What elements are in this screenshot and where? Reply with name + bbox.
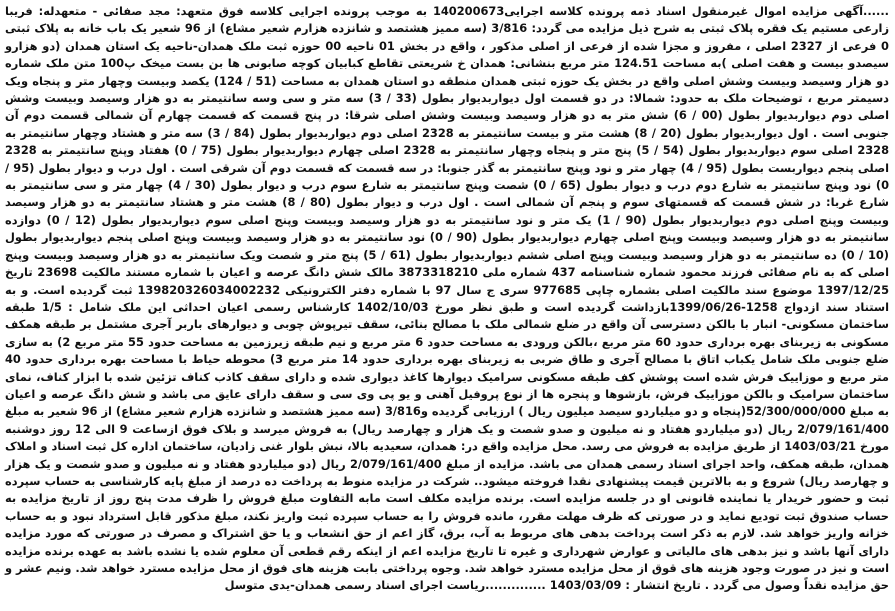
auction-notice-text: ......آگهی مزایده اموال غیرمنقول اسناد ذمه پرونده کلاسه اجرایی140200673 به موجب پرونده اجرایی کلاسه فوق متعهد: مجد صفائی - متعهدله: فریبا زارعی مستیم یک فقره پلاک ثبتی به شرح ذیل مزایده می گردد: 3/816 (سه ممیز هشتصد و شانزده هزارم شعیر مشاع) از 96 شعیر یک باب خانه به پلاک ثبتی 0 فرعی از 2327 اصلی ، مفروز و مجزا شده از فرعی از اصلی مذکور ، واقع در بخش 01 ناحیه 00 حوزه ثبت ملک همدان-ناحیه یک استان همدان (دو هزارو سیصدو بیست و هفت اصلی )به مساحت 124.51 متر مربع بنشانی: همدان خ شریعتی تقاطع کبابیان کوچه صابونی ها بن بست میخک پ100 متن ملک شماره دو هزار وسیصد وبیست وشش اصلی واقع در بخش یک حوزه ثبتی همدان منطقه دو استان همدان به مساحت (51 / 124) یکصد وبیست وچهار متر و پنجاه ویک دسیمتر مربع ، توضیحات ملک به حدود: شمالا: در دو قسمت اول دیواربدیوار بطول (33 / 3) سه متر و سی وسه سانتیمتر به دو هزار وسیصد وبیست وشش اصلی دوم دیواربدیوار بطول (00 / 6) شش متر به دو هزار وسیصد وبیست وشش اصلی شرقا: در پنج قسمت که قسمت چهارم آن شمالی قسمت دوم آن جنوبی است . اول دیواربدیوار بطول (20 / 8) هشت متر و بیست سانتیمتر به 2328 اصلی دوم دیواربدیوار بطول (84 / 3) سه متر و هشتاد وچهار سانتیمتر به 2328 اصلی سوم دیواربدیوار بطول (54 / 5) پنج متر و پنجاه وچهار سانتیمتر به 2328 اصلی چهارم دیواربدیوار بطول (75 / 0) هفتاد وپنج سانتیمتر به 2328 اصلی پنجم دیواربست بطول (95 / 4) چهار متر و نود وپنج سانتیمتر به گذر جنوبا: در سه قسمت که قسمت دوم آن شرقی است . اول درب و دیوار بطول (95 / 0) نود وپنج سانتیمتر به شارع دوم درب و دیوار بطول (65 / 0) شصت وپنج سانتیمتر به شارع سوم درب و دیوار بطول (30 / 4) چهار متر و سی سانتیمتر به شارع غربا: در شش قسمت که قسمتهای سوم و پنجم آن شمالی است . اول درب و دیوار بطول (80 / 8) هشت متر و هشتاد سانتیمتر به دو هزار وسیصد وبیست وپنج اصلی دوم دیواربدیوار بطول (90 / 1) یک متر و نود سانتیمتر به دو هزار وسیصد وبیست وپنج اصلی سوم دیواربدیوار بطول (12 / 0) دوازده سانتیمتر به دو هزار وسیصد وبیست وپنج اصلی چهارم دیواربدیوار بطول (90 / 0) نود سانتیمتر به دو هزار وسیصد وبیست وپنج اصلی پنجم دیواربدیوار بطول (10 / 0) ده سانتیمتر به دو هزار وسیصد وبیست وپنج اصلی ششم دیواربدیوار بطول (61 / 5) پنج متر و شصت ویک سانتیمتر به دو هزار وسیصد وبیست وپنج اصلی که به نام صفائی فرزند محمود شماره شناسنامه 437 شماره ملی 3873318210 مالک شش دانگ عرصه و اعیان با شماره مستند مالکیت 23698 تاریخ 1397/12/25 موضوع سند مالکیت اصلی بشماره چاپی 977685 سری ج سال 97 با شماره دفتر الکترونیکی 139820326034002232 ثبت گردیده است. و به استناد سند ازدواج 1258-1399/06/26بازداشت گردیده است و طبق نظر مورخ 1402/10/03 کارشناس رسمی اعیان احداثی این ملک شامل : 1/5 طبقه ساختمان مسکونی- انبار با بالکن دسترسی آن واقع در ضلع شمالی ملک با مصالح بنائی، سقف تیرپوش چوبی و دیوارهای باربر آجری مشتمل بر طبقه همکف مسکونی به زیربنای بهره برداری حدود 60 متر مربع ،بالکن ورودی به مساحت حدود 6 متر مربع و نیم طبقه زیرزمین به مساحت حدود 55 متر مربع 2) به سازی ضلع جنوبی ملک شامل یکباب اتاق با مصالح آجری و طاق ضربی به زیربنای بهره برداری حدود 14 متر مربع 3) محوطه حیاط با مساحت بهره برداری حدود 40 متر مربع و موزاییک فرش شده است پوشش کف طبقه مسکونی سرامیک دیوارها کاغذ دیواری شده و دارای سقف کاذب کناف تزئین شده با ابزار کناف، نمای ساختمان سرامیک و بالکن موزاییک فرش، بازشوها و پنجره ها از نوع پروفیل آهنی و یو پی وی سی و سقف دارای عایق می باشد و شش دانگ عرصه و اعیان به مبلغ 52/300/000/000(پنجاه و دو میلیاردو سیصد میلیون ریال ) ارزیابی گردیده و3/816 (سه ممیز هشتصد و شانزده هزارم شعیر مشاع) از 96 شعیر به مبلغ 2/079/161/400 ریال (دو میلیاردو هفتاد و نه میلیون و صدو شصت و یک هزار و چهارصد ریال) به فروش میرسد و بلاک فوق ازساعت 9 الی 12 روز دوشنبه مورخ 1403/03/21 از طریق مزایده به فروش می رسد. محل مزایده واقع در: همدان، سعیدیه بالا، نبش بلوار غنی زادیان، ساختمان اداره کل ثبت اسناد و املاک همدان، طبقه همکف، واحد اجرای اسناد رسمی همدان می باشد. مزایده از مبلغ 2/079/161/400 ریال (دو میلیاردو هفتاد و نه میلیون و صدو شصت و یک هزار و چهارصد ریال) شروع و به بالاترین قیمت پیشنهادی نقدا فروخته میشود.. شرکت در مزایده منوط به پرداخت ده درصد از مبلغ پایه کارشناسی به حساب سپرده ثبت و حضور خریدار یا نماینده قانونی او در جلسه مزایده است. برنده مزایده مکلف است مابه التفاوت مبلغ فروش را ظرف مدت پنج روز از تاریخ مزایده به حساب صندوق ثبت تودیع نماید و در صورتی که ظرف مهلت مقرر، مانده فروش را به حساب سپرده ثبت واریز نکند، مبلغ مذکور قابل استرداد نبود و به حساب خزانه واریز خواهد شد. لازم به ذکر است پرداخت بدهی های مربوط به آب، برق، گاز اعم از حق انشعاب و یا حق اشتراک و مصرف در صورتی که مورد مزایده دارای آنها باشد و نیز بدهی های مالیاتی و عوارض شهرداری و غیره تا تاریخ مزایده اعم از اینکه رقم قطعی آن معلوم شده یا نشده باشد به عهده برنده مزایده است و نیز در صورت وجود هزینه های قوق از محل مزایده مسترد خواهد شد. وجوه پرداختی بابت هزینه های فوق از محل مزایده مسترد خواهد شد. ونیم عشر و حق مزایده نقداً وصول می گردد . تاریخ انتشار : 1403/03/09 ..............ریاست اجرای اسناد رسمی همدان-یدی متوسل (5, 4, 890, 593)
